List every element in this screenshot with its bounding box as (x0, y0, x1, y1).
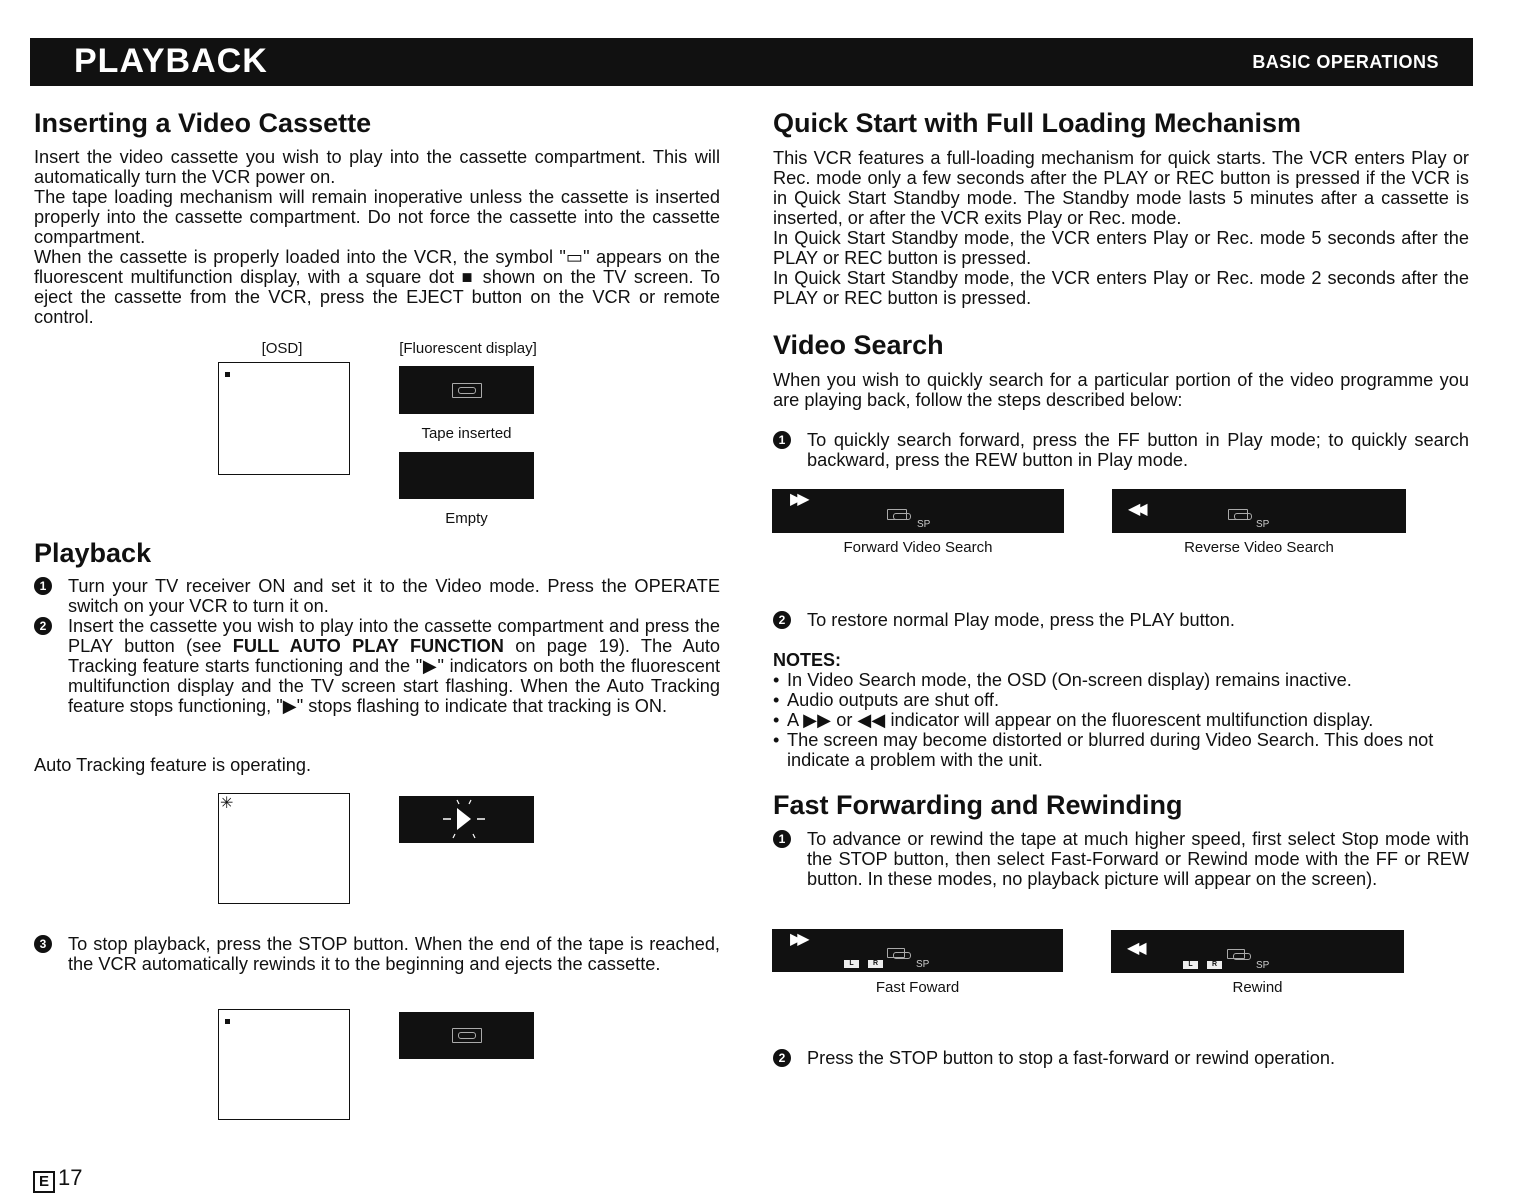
inserting-para-1: Insert the video cassette you wish to play into the cassette compartment. This will automatically turn the VCR power on. (34, 147, 720, 187)
video-search-step-2 (773, 610, 1469, 630)
caption-forward-search: Forward Video Search (843, 539, 993, 556)
tracking-star-icon: ✳ (220, 795, 234, 812)
note-item: • In Video Search mode, the OSD (On-screen display) remains inactive. (773, 670, 1469, 690)
display-reverse-search (1112, 489, 1406, 533)
display-tracking (399, 796, 534, 843)
cassette-icon (887, 948, 905, 958)
rewind-icon: ◀◀ (1128, 501, 1143, 518)
step-number-2-icon: 2 (773, 1049, 791, 1067)
right-channel-indicator: R (1207, 961, 1222, 969)
step-number-1-icon: 1 (773, 830, 791, 848)
speed-indicator: SP (1256, 960, 1270, 971)
playback-step-2-part-a: Insert the cassette you wish to play into the cassette compartment and press the PLAY button (see (68, 616, 720, 656)
quick-start-body (773, 148, 1469, 308)
display-forward-search (772, 489, 1064, 533)
tracking-play-icon (399, 796, 534, 843)
inserting-body (34, 147, 720, 327)
square-dot-icon (225, 372, 230, 377)
fast-forward-step-2-text: Press the STOP button to stop a fast-forward or rewind operation. (807, 1048, 1336, 1068)
display-stop (399, 1012, 534, 1059)
speed-indicator: SP (917, 519, 931, 530)
speed-indicator: SP (1256, 519, 1270, 530)
auto-tracking-note: Auto Tracking feature is operating. (34, 755, 312, 775)
section-label: BASIC OPERATIONS (1252, 52, 1439, 72)
playback-step-3-text: To stop playback, press the STOP button. When the end of the tape is reached, the VCR automatically rewinds it to the beginning and ejects the cassette. (68, 934, 720, 974)
caption-tape-inserted: Tape inserted (421, 425, 512, 442)
caption-reverse-search: Reverse Video Search (1184, 539, 1334, 556)
notes-title: NOTES: (773, 650, 842, 670)
playback-step-2-part-b: on page 19). The Auto Tracking feature starts functioning and the "▶" indicators on both the fluorescent multifunction display and the TV screen start flashing. When the Auto Tracking feature stops functioning, "▶" stops flashing to indicate that tracking is ON. (68, 636, 721, 716)
caption-fast-forward: Fast Foward (875, 979, 960, 996)
label-fluorescent-display: [Fluorescent display] (399, 340, 537, 357)
video-search-step-2-text: To restore normal Play mode, press the PLAY button. (807, 610, 1235, 630)
note-item: • The screen may become distorted or blurred during Video Search. This does not indicate a problem with the unit. (773, 730, 1469, 770)
heading-fast-forward: Fast Forwarding and Rewinding (773, 790, 1183, 820)
page-title: PLAYBACK (74, 42, 268, 80)
inserting-para-3: When the cassette is properly loaded into the VCR, the symbol "▭" appears on the fluorescent multifunction display, with a square dot ■ shown on the TV screen. To eject the cassette from the VCR, press the EJECT button on the VCR or remote control. (34, 247, 720, 327)
osd-screen-tracking (218, 793, 350, 904)
heading-inserting: Inserting a Video Cassette (34, 108, 372, 138)
display-rewind (1111, 930, 1404, 973)
caption-empty: Empty (445, 510, 488, 527)
caption-rewind: Rewind (1232, 979, 1283, 996)
playback-step-1-text: Turn your TV receiver ON and set it to the Video mode. Press the OPERATE switch on your VCR to turn it on. (68, 576, 720, 616)
quick-start-para-1: This VCR features a full-loading mechanism for quick starts. The VCR enters Play or Rec. mode only a few seconds after the PLAY or REC button is pressed if the VCR is in Quick Start Standby mode. The Standby mode lasts 5 minutes after a cassette is inserted, or after the VCR exits Play or Rec. mode. (773, 148, 1469, 228)
playback-step-2-text (68, 616, 720, 716)
step-number-1-icon: 1 (773, 431, 791, 449)
right-channel-indicator: R (868, 960, 883, 968)
video-search-intro: When you wish to quickly search for a particular portion of the video programme you are playing back, follow the steps described below: (773, 370, 1469, 410)
quick-start-para-3: In Quick Start Standby mode, the VCR enters Play or Rec. mode 2 seconds after the PLAY or REC button is pressed. (773, 268, 1469, 308)
page-number-value: 17 (58, 1165, 83, 1190)
display-fast-forward (772, 929, 1063, 972)
note-item: • A ▶▶ or ◀◀ indicator will appear on the fluorescent multifunction display. (773, 710, 1469, 730)
video-search-step-1-text: To quickly search forward, press the FF button in Play mode; to quickly search backward, press the REW button in Play mode. (807, 430, 1469, 470)
playback-step-3 (34, 934, 720, 974)
full-auto-play-ref: FULL AUTO PLAY FUNCTION (232, 636, 504, 656)
fast-forward-icon: ▶▶ (790, 931, 805, 948)
video-search-step-1 (773, 430, 1469, 470)
page-letter: E (33, 1171, 55, 1193)
osd-screen-inserted (218, 362, 350, 475)
step-number-3-icon: 3 (34, 935, 52, 953)
left-channel-indicator: L (1183, 961, 1198, 969)
label-osd: [OSD] (261, 340, 303, 357)
speed-indicator: SP (916, 959, 930, 970)
cassette-icon (887, 509, 907, 520)
cassette-icon (1228, 509, 1248, 520)
display-empty (399, 452, 534, 499)
osd-screen-stop (218, 1009, 350, 1120)
square-dot-icon (225, 1019, 230, 1024)
playback-step-2 (34, 616, 720, 716)
note-item: • Audio outputs are shut off. (773, 690, 1469, 710)
display-tape-inserted (399, 366, 534, 414)
rewind-icon: ◀◀ (1127, 940, 1142, 957)
cassette-icon (452, 383, 482, 398)
cassette-icon (452, 1028, 482, 1043)
fast-forward-step-1 (773, 829, 1469, 889)
heading-playback: Playback (34, 538, 152, 568)
heading-video-search: Video Search (773, 330, 944, 360)
quick-start-para-2: In Quick Start Standby mode, the VCR enters Play or Rec. mode 5 seconds after the PLAY or REC button is pressed. (773, 228, 1469, 268)
heading-quick-start: Quick Start with Full Loading Mechanism (773, 108, 1302, 138)
step-number-1-icon: 1 (34, 577, 52, 595)
step-number-2-icon: 2 (34, 617, 52, 635)
step-number-2-icon: 2 (773, 611, 791, 629)
left-channel-indicator: L (844, 960, 859, 968)
fast-forward-step-1-text: To advance or rewind the tape at much higher speed, first select Stop mode with the STOP button, then select Fast-Forward or Rewind mode with the FF or REW button. In these modes, no playback picture will appear on the screen). (807, 829, 1469, 889)
playback-step-1 (34, 576, 720, 616)
header-bar (30, 38, 1473, 86)
inserting-para-2: The tape loading mechanism will remain inoperative unless the cassette is inserted properly into the cassette compartment. Do not force the cassette into the cassette compartment. (34, 187, 720, 247)
fast-forward-step-2 (773, 1048, 1469, 1068)
cassette-icon (1227, 949, 1245, 959)
page-number (33, 1165, 82, 1193)
fast-forward-icon: ▶▶ (790, 491, 805, 508)
notes-list (773, 670, 1469, 770)
